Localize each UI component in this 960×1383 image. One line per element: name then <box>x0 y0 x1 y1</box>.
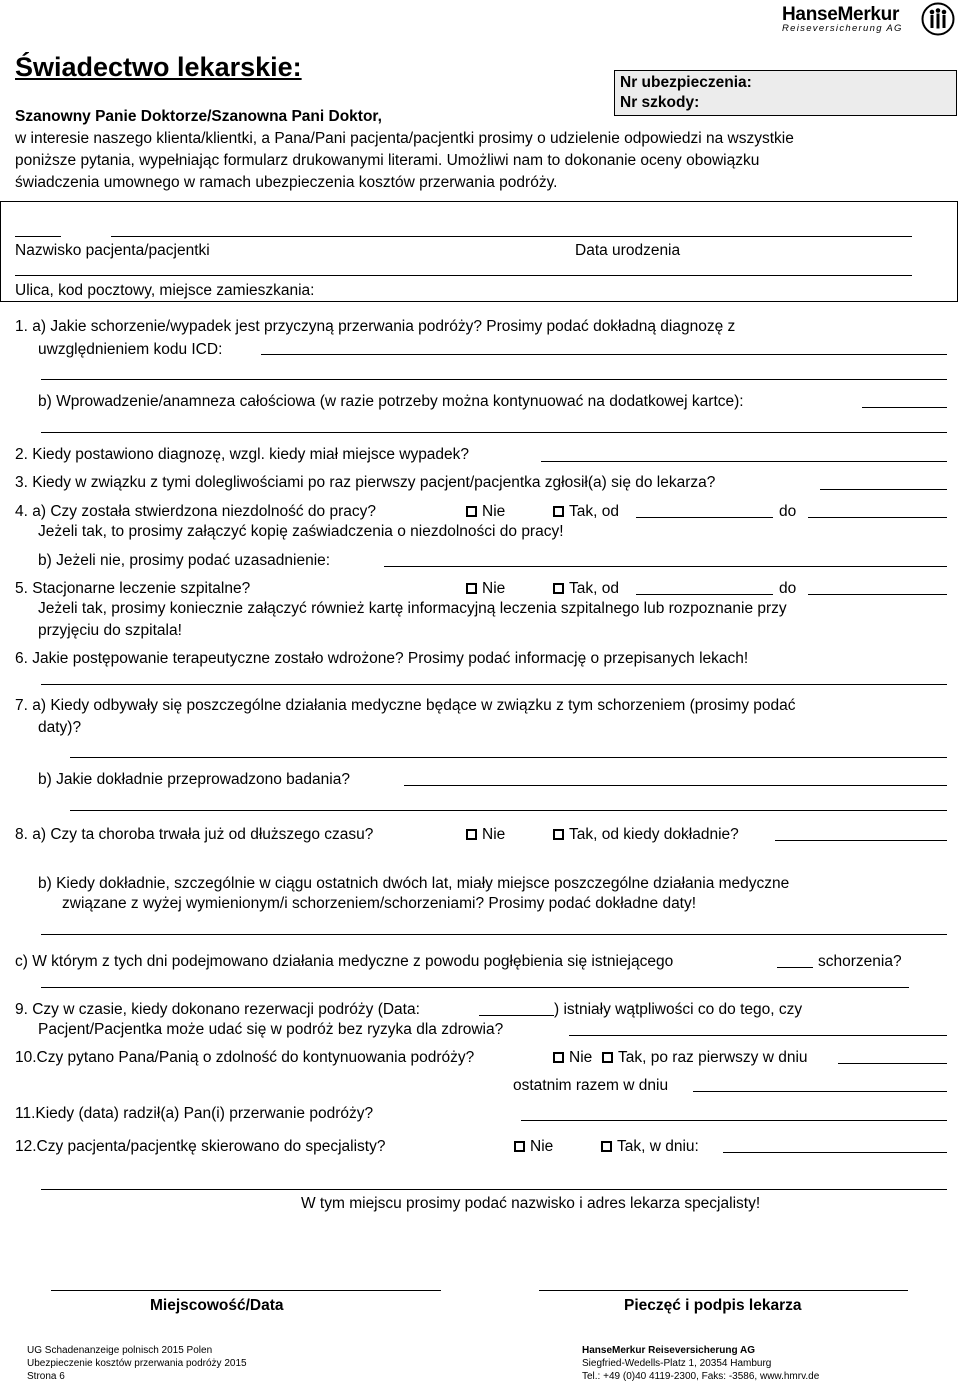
q4-no-option[interactable]: Nie <box>466 503 505 522</box>
q8c-field-line[interactable] <box>41 987 909 988</box>
q8a-text: 8. a) Czy ta choroba trwała już od dłuższego czasu? <box>15 826 374 843</box>
checkbox-icon[interactable] <box>466 583 477 594</box>
q9-text-cont: Pacjent/Pacjentka może udać się w podróż bez ryzyka dla zdrowia? <box>38 1021 504 1038</box>
checkbox-icon[interactable] <box>553 829 564 840</box>
q7a-text-cont: daty)? <box>38 719 82 736</box>
checkbox-icon[interactable] <box>553 1052 564 1063</box>
q5-note-cont: przyjęciu do szpitala! <box>38 622 182 639</box>
q10-last-date-field[interactable] <box>693 1091 947 1092</box>
q10-no-option[interactable]: Nie <box>553 1049 592 1068</box>
q4-from-field[interactable] <box>636 517 773 518</box>
q1a-field-line-2[interactable] <box>41 379 947 380</box>
checkbox-icon[interactable] <box>602 1052 613 1063</box>
q5-text: 5. Stacjonarne leczenie szpitalne? <box>15 580 251 597</box>
patient-name-label: Nazwisko pacjenta/pacjentki <box>15 242 210 259</box>
q7a-text: 7. a) Kiedy odbywały się poszczególne działania medyczne będące w związku z tym schorzeniem (prosimy podać <box>15 697 796 714</box>
policy-number-label: Nr ubezpieczenia: <box>620 74 752 91</box>
address-field-line[interactable] <box>15 275 912 276</box>
q10-last-label: ostatnim razem w dniu <box>513 1077 669 1094</box>
q3-field-line[interactable] <box>820 489 947 490</box>
footer-left-line: UG Schadenanzeige polnisch 2015 Polen <box>27 1345 213 1356</box>
q6-text: 6. Jakie postępowanie terapeutyczne zostało wdrożone? Prosimy podać informację o przepisanych lekach! <box>15 650 749 667</box>
q12-yes-option[interactable]: Tak, w dniu: <box>601 1138 699 1157</box>
logo-subtitle: Reiseversicherung AG <box>782 23 903 34</box>
q5-to-label: do <box>779 580 797 597</box>
q2-field-line[interactable] <box>541 461 947 462</box>
checkbox-icon[interactable] <box>553 506 564 517</box>
name-field-line[interactable] <box>15 236 61 237</box>
q12-text: 12.Czy pacjenta/pacjentkę skierowano do specjalisty? <box>15 1138 386 1155</box>
q9-field-line[interactable] <box>569 1035 947 1036</box>
intro-line: świadczenia umownego w ramach ubezpieczenia kosztów przerwania podróży. <box>15 174 558 191</box>
logo-brand: HanseMerkur <box>782 4 900 25</box>
q8-yes-option[interactable]: Tak, od kiedy dokładnie? <box>553 826 739 845</box>
q9-text: 9. Czy w czasie, kiedy dokonano rezerwacji podróży (Data: <box>15 1001 420 1018</box>
q4b-text: b) Jeżeli nie, prosimy podać uzasadnienie: <box>38 552 331 569</box>
q11-field-line[interactable] <box>521 1120 947 1121</box>
q12-no-option[interactable]: Nie <box>514 1138 553 1157</box>
q5-note: Jeżeli tak, prosimy koniecznie załączyć również kartę informacyjną leczenia szpitalnego lub rozpoznanie przy <box>38 600 787 617</box>
q4-yes-option[interactable]: Tak, od <box>553 503 619 522</box>
checkbox-icon[interactable] <box>466 506 477 517</box>
q4-note: Jeżeli tak, to prosimy załączyć kopię zaświadczenia o niezdolności do pracy! <box>38 523 564 540</box>
specialist-field-line[interactable] <box>41 1189 947 1190</box>
q7b-text: b) Jakie dokładnie przeprowadzono badania? <box>38 771 350 788</box>
q9-date-field[interactable] <box>479 1015 554 1016</box>
q10-text: 10.Czy pytano Pana/Panią o zdolność do kontynuowania podróży? <box>15 1049 475 1066</box>
q2-text: 2. Kiedy postawiono diagnozę, wzgl. kiedy miał miejsce wypadek? <box>15 446 470 463</box>
q6-field-line[interactable] <box>41 684 947 685</box>
checkbox-icon[interactable] <box>514 1141 525 1152</box>
place-date-label: Miejscowość/Data <box>150 1297 284 1314</box>
intro-line: w interesie naszego klienta/klientki, a Pana/Pani pacjenta/pacjentki prosimy o udzielenie odpowiedzi na wszystkie <box>15 130 794 147</box>
signature-field[interactable] <box>539 1290 908 1291</box>
q5-to-field[interactable] <box>808 594 947 595</box>
q8b-field-line[interactable] <box>41 934 947 935</box>
q4b-field-line[interactable] <box>384 566 947 567</box>
place-date-field[interactable] <box>51 1290 441 1291</box>
intro-line: poniższe pytania, wypełniając formularz drukowanymi literami. Umożliwi nam to dokonanie oceny obowiązku <box>15 152 760 169</box>
q12-date-field[interactable] <box>723 1152 947 1153</box>
q10-yes-option[interactable]: Tak, po raz pierwszy w dniu <box>602 1049 808 1068</box>
dob-label: Data urodzenia <box>575 242 681 259</box>
q11-text: 11.Kiedy (data) radził(a) Pan(i) przerwanie podróży? <box>15 1105 374 1122</box>
q1a-text: 1. a) Jakie schorzenie/wypadek jest przyczyną przerwania podróży? Prosimy podać dokładną diagnozę z <box>15 318 736 335</box>
q4-to-label: do <box>779 503 797 520</box>
checkbox-icon[interactable] <box>466 829 477 840</box>
q8b-text-cont: związane z wyżej wymienionym/i schorzeniem/schorzeniami? Prosimy podać dokładne daty! <box>62 895 697 912</box>
q5-yes-option[interactable]: Tak, od <box>553 580 619 599</box>
q7b-field-line[interactable] <box>404 785 947 786</box>
dob-field-line[interactable] <box>111 236 912 237</box>
footer-contact: Tel.: +49 (0)40 4119-2300, Faks: -3586, www.hmrv.de <box>582 1371 820 1382</box>
q1a-field-line[interactable] <box>261 354 947 355</box>
logo-emblem-icon <box>921 2 955 36</box>
footer-page-number: Strona 6 <box>27 1371 65 1382</box>
q9-text-mid: ) istniały wątpliwości co do tego, czy <box>554 1001 803 1018</box>
q4a-text: 4. a) Czy została stwierdzona niezdolność do pracy? <box>15 503 376 520</box>
q4-to-field[interactable] <box>808 517 947 518</box>
q1b-field-line[interactable] <box>862 407 947 408</box>
footer-left-line: Ubezpieczenie kosztów przerwania podróży 2015 <box>27 1358 247 1369</box>
q7b-field-line-2[interactable] <box>70 810 947 811</box>
specialist-note: W tym miejscu prosimy podać nazwisko i adres lekarza specjalisty! <box>301 1195 761 1212</box>
q1b-field-line-2[interactable] <box>41 432 947 433</box>
reference-box <box>614 70 957 116</box>
stamp-signature-label: Pieczęć i podpis lekarza <box>624 1297 802 1314</box>
footer-company: HanseMerkur Reiseversicherung AG <box>582 1345 756 1356</box>
address-label: Ulica, kod pocztowy, miejsce zamieszkania: <box>15 282 315 299</box>
q8c-field-short[interactable] <box>777 967 813 968</box>
footer-address: Siegfried-Wedells-Platz 1, 20354 Hamburg <box>582 1358 772 1369</box>
company-logo <box>782 4 903 34</box>
checkbox-icon[interactable] <box>553 583 564 594</box>
salutation: Szanowny Panie Doktorze/Szanowna Pani Doktor, <box>15 108 382 125</box>
q8c-text-end: schorzenia? <box>818 953 902 970</box>
q8c-text: c) W którym z tych dni podejmowano działania medyczne z powodu pogłębienia się istniejącego <box>15 953 674 970</box>
q3-text: 3. Kiedy w związku z tymi dolegliwościami po raz pierwszy pacjent/pacjentka zgłosił(a) się do lekarza? <box>15 474 716 491</box>
page-title: Świadectwo lekarskie: <box>15 52 302 82</box>
claim-number-label: Nr szkody: <box>620 94 700 111</box>
q5-from-field[interactable] <box>636 594 773 595</box>
q8-no-option[interactable]: Nie <box>466 826 505 845</box>
q1b-text: b) Wprowadzenie/anamneza całościowa (w razie potrzeby można kontynuować na dodatkowej kartce): <box>38 393 744 410</box>
q1a-text-cont: uwzględnieniem kodu ICD: <box>38 341 223 358</box>
q7a-field-line[interactable] <box>70 757 947 758</box>
q5-no-option[interactable]: Nie <box>466 580 505 599</box>
q8a-field-line[interactable] <box>775 840 947 841</box>
checkbox-icon[interactable] <box>601 1141 612 1152</box>
q10-first-date-field[interactable] <box>838 1063 947 1064</box>
q8b-text: b) Kiedy dokładnie, szczególnie w ciągu ostatnich dwóch lat, miały miejsce poszczególne działania medyczne <box>38 875 790 892</box>
